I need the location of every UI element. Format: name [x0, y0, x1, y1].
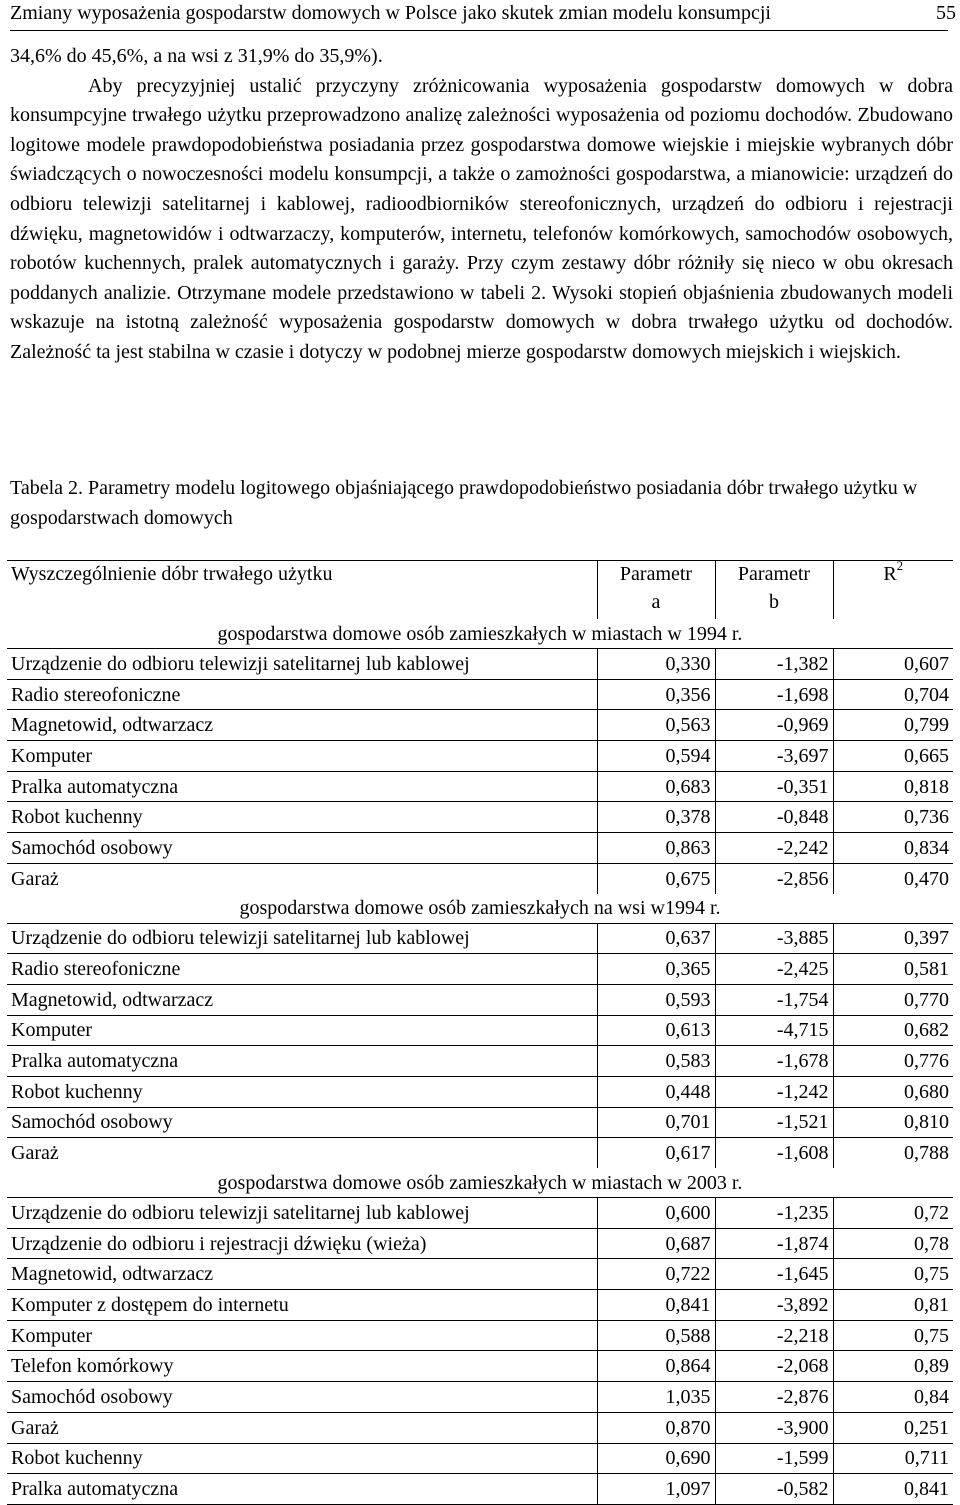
- cell-r2: 0,841: [833, 1474, 953, 1505]
- header-param-a-letter: a: [597, 591, 715, 619]
- table-row: [7, 741, 953, 772]
- cell-r2: 0,788: [833, 1138, 953, 1168]
- cell-r2: 0,776: [833, 1046, 953, 1077]
- cell-param-b: -2,242: [715, 833, 833, 864]
- table-row: [7, 1474, 953, 1505]
- cell-item: Radio stereofoniczne: [7, 679, 597, 710]
- cell-param-b: -0,351: [715, 771, 833, 802]
- cell-item: Robot kuchenny: [7, 1443, 597, 1474]
- section-title: gospodarstwa domowe osób zamieszkałych w miastach w 1994 r.: [217, 622, 743, 645]
- cell-param-b: -1,608: [715, 1138, 833, 1168]
- cell-param-b: -2,856: [715, 863, 833, 893]
- table-row: [7, 1076, 953, 1107]
- cell-param-b: -1,521: [715, 1107, 833, 1138]
- table-row: [7, 1382, 953, 1413]
- cell-r2: 0,75: [833, 1259, 953, 1290]
- cell-param-a: 0,617: [597, 1138, 715, 1168]
- table-row: [7, 679, 953, 710]
- table-row: [7, 1228, 953, 1259]
- cell-param-b: -1,599: [715, 1443, 833, 1474]
- cell-r2: 0,665: [833, 741, 953, 772]
- cell-r2: 0,711: [833, 1443, 953, 1474]
- table-row: [7, 1046, 953, 1077]
- cell-param-b: -0,582: [715, 1474, 833, 1505]
- cell-param-b: -3,900: [715, 1412, 833, 1443]
- cell-param-a: 0,600: [597, 1198, 715, 1229]
- cell-item: Samochód osobowy: [7, 1107, 597, 1138]
- cell-r2: 0,818: [833, 771, 953, 802]
- cell-r2: 0,397: [833, 923, 953, 954]
- cell-param-b: -3,697: [715, 741, 833, 772]
- table-row: [7, 1015, 953, 1046]
- cell-r2: 0,89: [833, 1351, 953, 1382]
- cell-r2: 0,84: [833, 1382, 953, 1413]
- cell-param-a: 0,583: [597, 1046, 715, 1077]
- cell-param-a: 0,675: [597, 863, 715, 893]
- cell-param-a: 0,637: [597, 923, 715, 954]
- table-row: [7, 802, 953, 833]
- cell-r2: 0,680: [833, 1076, 953, 1107]
- table-header-row: [7, 561, 953, 592]
- logit-parameters-table: [7, 560, 953, 1505]
- cell-item: Urządzenie do odbioru i rejestracji dźwięku (wieża): [7, 1228, 597, 1259]
- cell-param-a: 0,588: [597, 1320, 715, 1351]
- cell-item: Radio stereofoniczne: [7, 954, 597, 985]
- cell-r2: 0,75: [833, 1320, 953, 1351]
- cell-param-a: 0,593: [597, 984, 715, 1015]
- cell-r2: 0,607: [833, 649, 953, 680]
- cell-item: Pralka automatyczna: [7, 1474, 597, 1505]
- cell-param-a: 0,701: [597, 1107, 715, 1138]
- table-row: [7, 954, 953, 985]
- cell-param-a: 0,330: [597, 649, 715, 680]
- paragraph-continuation: 34,6% do 45,6%, a na wsi z 31,9% do 35,9%).: [10, 45, 383, 67]
- section-title: gospodarstwa domowe osób zamieszkałych na wsi w1994 r.: [239, 897, 721, 919]
- cell-param-a: 0,683: [597, 771, 715, 802]
- cell-param-a: 0,356: [597, 679, 715, 710]
- cell-item: Magnetowid, odtwarzacz: [7, 984, 597, 1015]
- cell-param-a: 0,690: [597, 1443, 715, 1474]
- table-row: [7, 1107, 953, 1138]
- paragraph-analysis: Aby precyzyjniej ustalić przyczyny zróżnicowania wyposażenia gospodarstw domowych w dobra konsumpcyjne trwałego użytku przeprowadzono analizę zależności wyposażenia od poziomu dochodów. Zbudowano logitowe modele prawdopodobieństwa posiadania przez gospodarstwa domowe wiejskie i miejskie wybranych dóbr świadczących o nowoczesności modelu konsumpcji, a także o zamożności gospodarstwa, a mianowicie: urządzeń do odbioru telewizji satelitarnej i kablowej, radioodbiorników stereofonicznych, urządzeń do odbioru i rejestracji dźwięku, magnetowidów i odtwarzaczy, komputerów, internetu, telefonów komórkowych, samochodów osobowych, robotów kuchennych, pralek automatycznych i garaży. Przy czym zestawy dóbr różniły się nieco w obu okresach poddanych analizie. Otrzymane modele przedstawiono w tabeli 2. Wysoki stopień objaśnienia zbudowanych modeli wskazuje na istotną zależność wyposażenia gospodarstw domowych w dobra trwałego użytku od dochodów. Zależność ta jest stabilna w czasie i dotyczy w podobnej mierze gospodarstw domowych miejskich i wiejskich.: [10, 74, 953, 363]
- header-param-a: Parametr: [597, 561, 715, 592]
- table-header-row-2: [7, 591, 953, 619]
- cell-param-b: -2,876: [715, 1382, 833, 1413]
- table-row: [7, 771, 953, 802]
- page-number: 55: [936, 2, 956, 24]
- cell-param-b: -0,848: [715, 802, 833, 833]
- table-row: [7, 1443, 953, 1474]
- cell-param-a: 0,864: [597, 1351, 715, 1382]
- table-section-heading: [7, 619, 953, 649]
- table-row: [7, 833, 953, 864]
- body-text: [10, 42, 953, 368]
- cell-item: Urządzenie do odbioru telewizji satelitarnej lub kablowej: [7, 923, 597, 954]
- cell-param-b: -1,874: [715, 1228, 833, 1259]
- table-row: [7, 1138, 953, 1168]
- section-title: gospodarstwa domowe osób zamieszkałych w miastach w 2003 r.: [217, 1171, 743, 1194]
- cell-item: Urządzenie do odbioru telewizji satelitarnej lub kablowej: [7, 649, 597, 680]
- table-row: [7, 984, 953, 1015]
- cell-item: Samochód osobowy: [7, 833, 597, 864]
- cell-r2: 0,834: [833, 833, 953, 864]
- table-row: [7, 923, 953, 954]
- cell-param-a: 0,365: [597, 954, 715, 985]
- cell-param-a: 0,448: [597, 1076, 715, 1107]
- cell-param-a: 1,097: [597, 1474, 715, 1505]
- cell-r2: 0,581: [833, 954, 953, 985]
- header-r2-sup: 2: [896, 560, 904, 574]
- cell-item: Komputer: [7, 741, 597, 772]
- cell-param-a: 0,841: [597, 1290, 715, 1321]
- table-row: [7, 710, 953, 741]
- cell-param-a: 0,613: [597, 1015, 715, 1046]
- table-row: [7, 863, 953, 893]
- header-param-b-letter: b: [715, 591, 833, 619]
- table-row: [7, 649, 953, 680]
- cell-param-a: 0,378: [597, 802, 715, 833]
- cell-r2: 0,799: [833, 710, 953, 741]
- cell-param-b: -2,218: [715, 1320, 833, 1351]
- cell-r2: 0,770: [833, 984, 953, 1015]
- cell-param-a: 0,863: [597, 833, 715, 864]
- cell-item: Pralka automatyczna: [7, 1046, 597, 1077]
- cell-param-b: -1,645: [715, 1259, 833, 1290]
- cell-param-b: -1,242: [715, 1076, 833, 1107]
- page-header: [10, 0, 956, 31]
- cell-r2: 0,736: [833, 802, 953, 833]
- cell-param-b: -1,754: [715, 984, 833, 1015]
- cell-param-b: -2,425: [715, 954, 833, 985]
- cell-r2: 0,704: [833, 679, 953, 710]
- cell-r2: 0,470: [833, 863, 953, 893]
- cell-r2: 0,810: [833, 1107, 953, 1138]
- cell-param-b: -4,715: [715, 1015, 833, 1046]
- cell-item: Garaż: [7, 1412, 597, 1443]
- cell-param-a: 1,035: [597, 1382, 715, 1413]
- cell-param-a: 0,722: [597, 1259, 715, 1290]
- cell-param-a: 0,870: [597, 1412, 715, 1443]
- cell-param-a: 0,594: [597, 741, 715, 772]
- header-r2: [833, 561, 953, 592]
- table-row: [7, 1198, 953, 1229]
- cell-r2: 0,682: [833, 1015, 953, 1046]
- cell-param-b: -3,885: [715, 923, 833, 954]
- header-item: Wyszczególnienie dóbr trwałego użytku: [7, 561, 597, 592]
- cell-param-b: -3,892: [715, 1290, 833, 1321]
- header-r2-base: R: [883, 563, 897, 585]
- cell-param-b: -1,235: [715, 1198, 833, 1229]
- cell-param-b: -1,698: [715, 679, 833, 710]
- cell-r2: 0,81: [833, 1290, 953, 1321]
- cell-param-a: 0,687: [597, 1228, 715, 1259]
- table-row: [7, 1259, 953, 1290]
- cell-param-a: 0,563: [597, 710, 715, 741]
- cell-item: Robot kuchenny: [7, 1076, 597, 1107]
- cell-param-b: -2,068: [715, 1351, 833, 1382]
- cell-item: Garaż: [7, 863, 597, 893]
- cell-item: Komputer: [7, 1320, 597, 1351]
- cell-item: Magnetowid, odtwarzacz: [7, 710, 597, 741]
- cell-item: Samochód osobowy: [7, 1382, 597, 1413]
- cell-item: Urządzenie do odbioru telewizji satelitarnej lub kablowej: [7, 1198, 597, 1229]
- cell-param-b: -0,969: [715, 710, 833, 741]
- cell-item: Komputer: [7, 1015, 597, 1046]
- table-row: [7, 1351, 953, 1382]
- cell-r2: 0,72: [833, 1198, 953, 1229]
- cell-r2: 0,251: [833, 1412, 953, 1443]
- cell-item: Magnetowid, odtwarzacz: [7, 1259, 597, 1290]
- table-row: [7, 1320, 953, 1351]
- table-section-heading: [7, 1168, 953, 1198]
- cell-param-b: -1,382: [715, 649, 833, 680]
- table-row: [7, 1290, 953, 1321]
- table-row: [7, 1412, 953, 1443]
- cell-item: Pralka automatyczna: [7, 771, 597, 802]
- cell-r2: 0,78: [833, 1228, 953, 1259]
- cell-param-b: -1,678: [715, 1046, 833, 1077]
- cell-item: Robot kuchenny: [7, 802, 597, 833]
- cell-item: Garaż: [7, 1138, 597, 1168]
- table-section-heading: [7, 894, 953, 924]
- cell-item: Telefon komórkowy: [7, 1351, 597, 1382]
- table-caption: Tabela 2. Parametry modelu logitowego objaśniającego prawdopodobieństwo posiadania dóbr trwałego użytku w gospodarstwach domowych: [10, 477, 918, 529]
- cell-item: Komputer z dostępem do internetu: [7, 1290, 597, 1321]
- header-param-b: Parametr: [715, 561, 833, 592]
- running-title: Zmiany wyposażenia gospodarstw domowych w Polsce jako skutek zmian modelu konsumpcji: [10, 2, 771, 24]
